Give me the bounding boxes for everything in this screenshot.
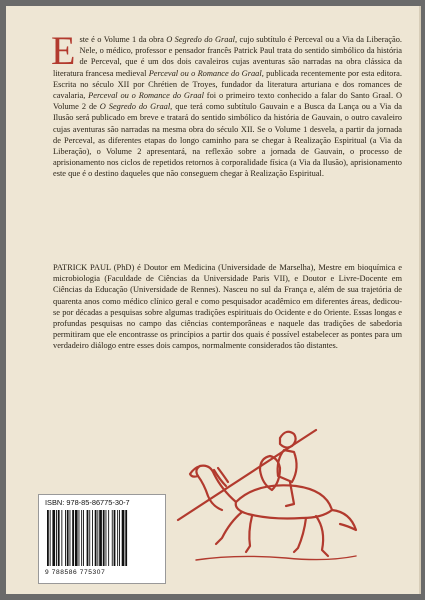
book-title: O Segredo do Graal	[99, 102, 171, 112]
book-title: Perceval ou o Romance do Graal	[148, 68, 262, 78]
desc-text: foi o primeiro texto conhecido a falar do Santo Graal. O Volume 2 de	[53, 91, 402, 112]
book-title: O Segredo do Graal	[166, 35, 235, 44]
desc-text: ste é o Volume 1 da obra	[79, 35, 167, 44]
description-paragraph	[51, 28, 402, 180]
isbn-label: ISBN: 978-85-86775-30-7	[45, 498, 130, 507]
desc-text: , publicada recentemente por esta editora. Escrita no século XII por Chrétien de Troyes, fundador da literatura arturiana e dos romances de cavalaria,	[53, 68, 402, 101]
knight-on-horse-icon	[166, 410, 366, 580]
isbn-barcode-block	[38, 494, 166, 584]
book-description	[51, 28, 402, 180]
barcode-number: 9 788586 775307	[45, 569, 106, 576]
desc-text: , que terá como subtítulo Gauvain e a Busca da Lança ou a Via da Ilusão será publicado em breve e tratará do sentido simbólico da história de Gauvain, o outro cavaleiro cujas aventuras são narradas na mesma obra do século XII. Se o Volume 1 desvela, a partir da jornada de Perceval, as diferentes etapas do longo caminho para se chegar à Realização Espiritual (a Via da Liberação), o Volume 2 apresentará, na reflexão sobre a jornada de Gauvain, o processo de aprisionamento nos ciclos de repetidos retornos à corporalidade física (a Via da Ilusão), aprisionamento este que é o destino daqueles que não conseguem chegar à Realização Espiritual.	[53, 102, 402, 179]
author-bio-text: PATRICK PAUL (PhD) é Doutor em Medicina (Universidade de Marselha), Mestre em bioquímica e microbiologia (Faculdade de Ciências da Universidade Paris VII), e Doutor e Livre-Docente em Ciências da Educação (Universidade de Rennes). Nasceu no sul da França e, além de sua trajetória de quarenta anos como médico clínico geral e como pesquisador acadêmico em diferentes áreas, dedicou-se por décadas a pesquisas sobre algumas tradições espirituais do Ocidente e do Oriente. Essas longas e profundas pesquisas no campo das ciências contemporâneas e naquele das tradições de sabedoria permitiram que ele encontrasse os princípios a partir dos quais é possível estabelecer as pontes para um verdadeiro diálogo entre esses dois campos, normalmente considerados tão distantes.	[53, 263, 402, 351]
author-bio	[53, 262, 402, 352]
book-back-cover	[6, 6, 421, 594]
drop-cap: E	[51, 28, 76, 73]
barcode-icon	[45, 510, 159, 566]
desc-text: , cujo subtítulo é Perceval ou a Via da Liberação. Nele, o médico, professor e pensador francês Patrick Paul trata do sentido simbólico da história de Perceval, que é um dos dois cavaleiros cujas aventuras são narradas na obra clássica da literatura francesa medieval	[53, 35, 402, 78]
book-title: Perceval ou o Romance do Graal	[88, 91, 204, 101]
